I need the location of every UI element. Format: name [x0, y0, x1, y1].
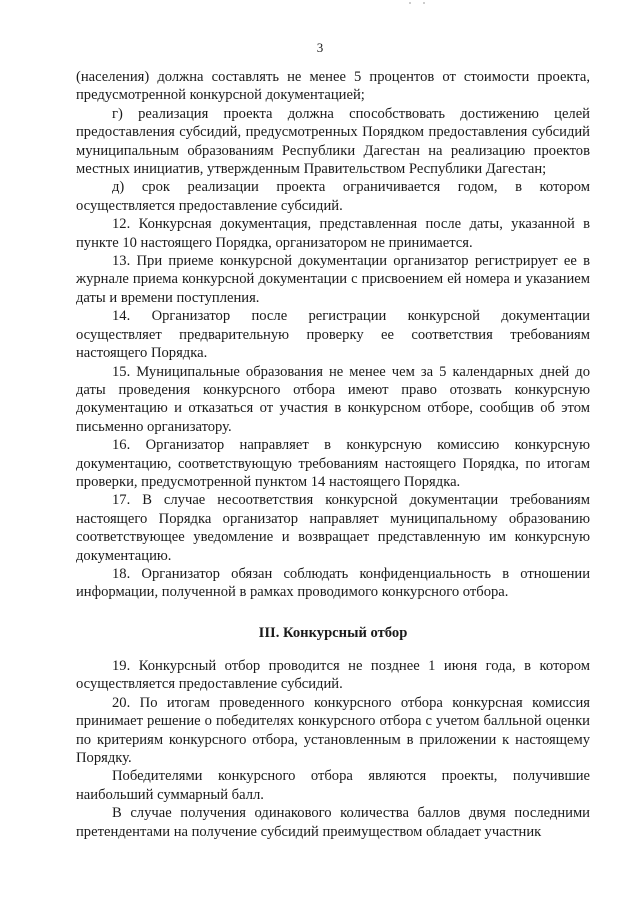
paragraph: Победителями конкурсного отбора являются проекты, получившие наибольший суммарный балл.	[76, 768, 590, 803]
scan-speck	[423, 2, 425, 4]
paragraph: 16. Организатор направляет в конкурсную комиссию конкурсную документацию, соответствующую требованиям настоящего Порядка, по итогам проверки, предусмотренной пунктом 14 настоящего Порядка.	[76, 437, 590, 490]
paragraph: 17. В случае несоответствия конкурсной документации требованиям настоящего Порядка организатор направляет муниципальному образованию соответствующее уведомление и возвращает представленную им конкурсную документацию.	[76, 492, 590, 564]
paragraph: 14. Организатор после регистрации конкурсной документации осуществляет предварительную проверку ее соответствия требованиям настоящего Порядка.	[76, 308, 590, 362]
paragraph: 13. При приеме конкурсной документации организатор регистрирует ее в журнале приема конкурсной документации с присвоением ей номера и указанием даты и времени поступления.	[76, 253, 590, 306]
paragraph: 19. Конкурсный отбор проводится не позднее 1 июня года, в котором осуществляется предоставление субсидий.	[76, 658, 590, 693]
scan-speck	[409, 2, 411, 4]
paragraph: д) срок реализации проекта ограничивается годом, в котором осуществляется предоставление субсидий.	[76, 179, 590, 214]
section-body	[76, 657, 590, 841]
paragraph: 20. По итогам проведенного конкурсного отбора конкурсная комиссия принимает решение о победителях конкурсного отбора с учетом балльной оценки по критериям конкурсного отбора, установленным в приложении к настоящему Порядку.	[76, 694, 590, 767]
section-heading: III. Конкурсный отбор	[258, 625, 408, 641]
paragraph: 18. Организатор обязан соблюдать конфиденциальность в отношении информации, полученной в рамках проводимого конкурсного отбора.	[76, 565, 590, 601]
paragraph: В случае получения одинакового количества баллов двумя последними претендентами на получение субсидий преимуществом обладает участник	[76, 805, 590, 840]
paragraph: (населения) должна составлять не менее 5 процентов от стоимости проекта, предусмотренной конкурсной документацией;	[76, 69, 590, 104]
document-body	[76, 68, 590, 602]
paragraph: г) реализация проекта должна способствовать достижению целей предоставления субсидий, предусмотренных Порядком предоставления субсидий муниципальным образованиям Республики Дагестан на реализацию проектов местных инициатив, утвержденным Правительством Республики Дагестан;	[76, 105, 590, 178]
page-number: 3	[316, 40, 324, 55]
paragraph: 15. Муниципальные образования не менее чем за 5 календарных дней до даты проведения конкурсного отбора имеют право отозвать конкурсную документацию и отказаться от участия в конкурсном отборе, сообщив об этом письменно организатору.	[76, 363, 590, 435]
paragraph: 12. Конкурсная документация, представленная после даты, указанной в пункте 10 настоящего Порядка, организатором не принимается.	[76, 216, 590, 251]
